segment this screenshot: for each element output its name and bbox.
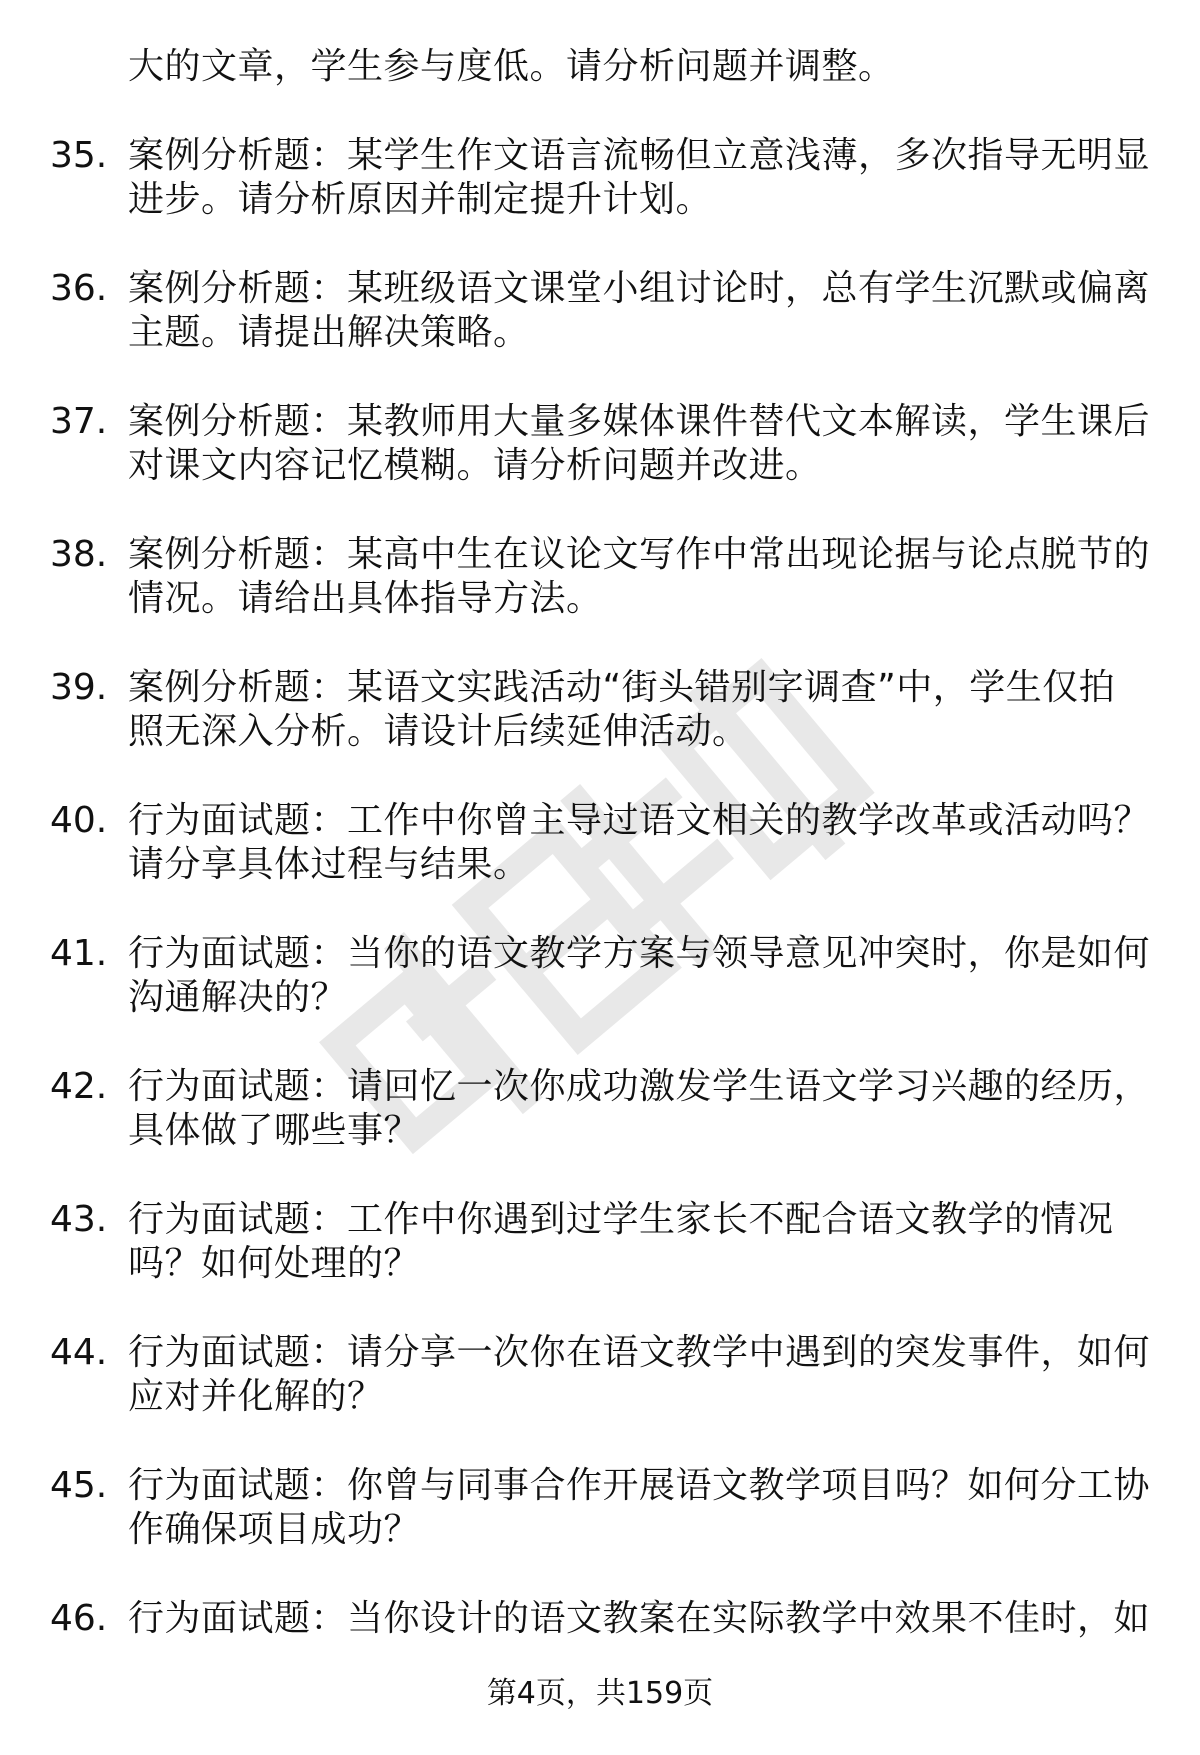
- question-text: [128, 267, 1150, 355]
- question-line: 案例分析题：某教师用大量多媒体课件替代文本解读，学生课后: [128, 401, 1151, 442]
- question-item: [50, 533, 1150, 621]
- question-line: 照无深入分析。请设计后续延伸活动。: [128, 711, 749, 752]
- question-item: [50, 932, 1150, 1020]
- question-number: 46.: [50, 1598, 108, 1639]
- question-line: 具体做了哪些事？: [128, 1110, 421, 1151]
- question-text: [128, 134, 1150, 222]
- question-number: 43.: [50, 1199, 108, 1240]
- question-item: [50, 666, 1150, 754]
- question-item: [50, 400, 1150, 488]
- question-item: [50, 1331, 1150, 1419]
- question-line: 吗？如何处理的？: [128, 1243, 421, 1284]
- question-number: 37.: [50, 401, 108, 442]
- question-item: [50, 1597, 1150, 1641]
- question-line: 应对并化解的？: [128, 1376, 384, 1417]
- question-item: [50, 799, 1150, 887]
- question-item: [50, 1198, 1150, 1286]
- question-text: [128, 1331, 1150, 1419]
- question-number: 44.: [50, 1332, 108, 1373]
- question-text: [128, 666, 1150, 754]
- question-line: 情况。请给出具体指导方法。: [128, 578, 603, 619]
- question-line: 进步。请分析原因并制定提升计划。: [128, 179, 713, 220]
- question-line: 案例分析题：某高中生在议论文写作中常出现论据与论点脱节的: [128, 534, 1151, 575]
- question-text: [128, 1065, 1150, 1153]
- question-text: [128, 932, 1150, 1020]
- page-footer: 第4页，共159页: [486, 1676, 714, 1711]
- question-item: [50, 134, 1150, 222]
- question-line: 行为面试题：工作中你遇到过学生家长不配合语文教学的情况: [128, 1199, 1114, 1240]
- question-line: 对课文内容记忆模糊。请分析问题并改进。: [128, 445, 822, 486]
- question-item: [50, 1464, 1150, 1552]
- question-text: [128, 799, 1150, 887]
- question-line: 行为面试题：请分享一次你在语文教学中遇到的突发事件，如何: [128, 1332, 1151, 1373]
- question-line: 案例分析题：某班级语文课堂小组讨论时，总有学生沉默或偏离: [128, 268, 1151, 309]
- continuation-line: 大的文章，学生参与度低。请分析问题并调整。: [128, 46, 895, 87]
- question-text: [128, 533, 1150, 621]
- question-line: 行为面试题：你曾与同事合作开展语文教学项目吗？如何分工协: [128, 1465, 1151, 1506]
- question-text: [128, 1464, 1150, 1552]
- question-number: 36.: [50, 268, 108, 309]
- question-number: 45.: [50, 1465, 108, 1506]
- question-line: 行为面试题：请回忆一次你成功激发学生语文学习兴趣的经历，: [128, 1066, 1151, 1107]
- question-text: [128, 1597, 1150, 1641]
- question-line: 沟通解决的？: [128, 977, 348, 1018]
- question-item: [50, 267, 1150, 355]
- question-number: 41.: [50, 933, 108, 974]
- question-line: 作确保项目成功？: [128, 1509, 421, 1550]
- question-line: 行为面试题：工作中你曾主导过语文相关的教学改革或活动吗？: [128, 800, 1151, 841]
- question-number: 42.: [50, 1066, 108, 1107]
- question-text: [128, 400, 1150, 488]
- question-line: 案例分析题：某学生作文语言流畅但立意浅薄，多次指导无明显: [128, 135, 1151, 176]
- question-number: 38.: [50, 534, 108, 575]
- question-line: 主题。请提出解决策略。: [128, 312, 530, 353]
- question-line: 行为面试题：当你设计的语文教案在实际教学中效果不佳时，如: [128, 1598, 1151, 1639]
- question-text: [128, 1198, 1150, 1286]
- question-number: 35.: [50, 135, 108, 176]
- question-item: [50, 1065, 1150, 1153]
- question-line: 请分享具体过程与结果。: [128, 844, 530, 885]
- question-number: 39.: [50, 667, 108, 708]
- question-list: [50, 45, 1150, 1641]
- question-number: 40.: [50, 800, 108, 841]
- question-line: 行为面试题：当你的语文教学方案与领导意见冲突时，你是如何: [128, 933, 1151, 974]
- question-line: 案例分析题：某语文实践活动“街头错别字调查”中，学生仅拍: [128, 667, 1116, 708]
